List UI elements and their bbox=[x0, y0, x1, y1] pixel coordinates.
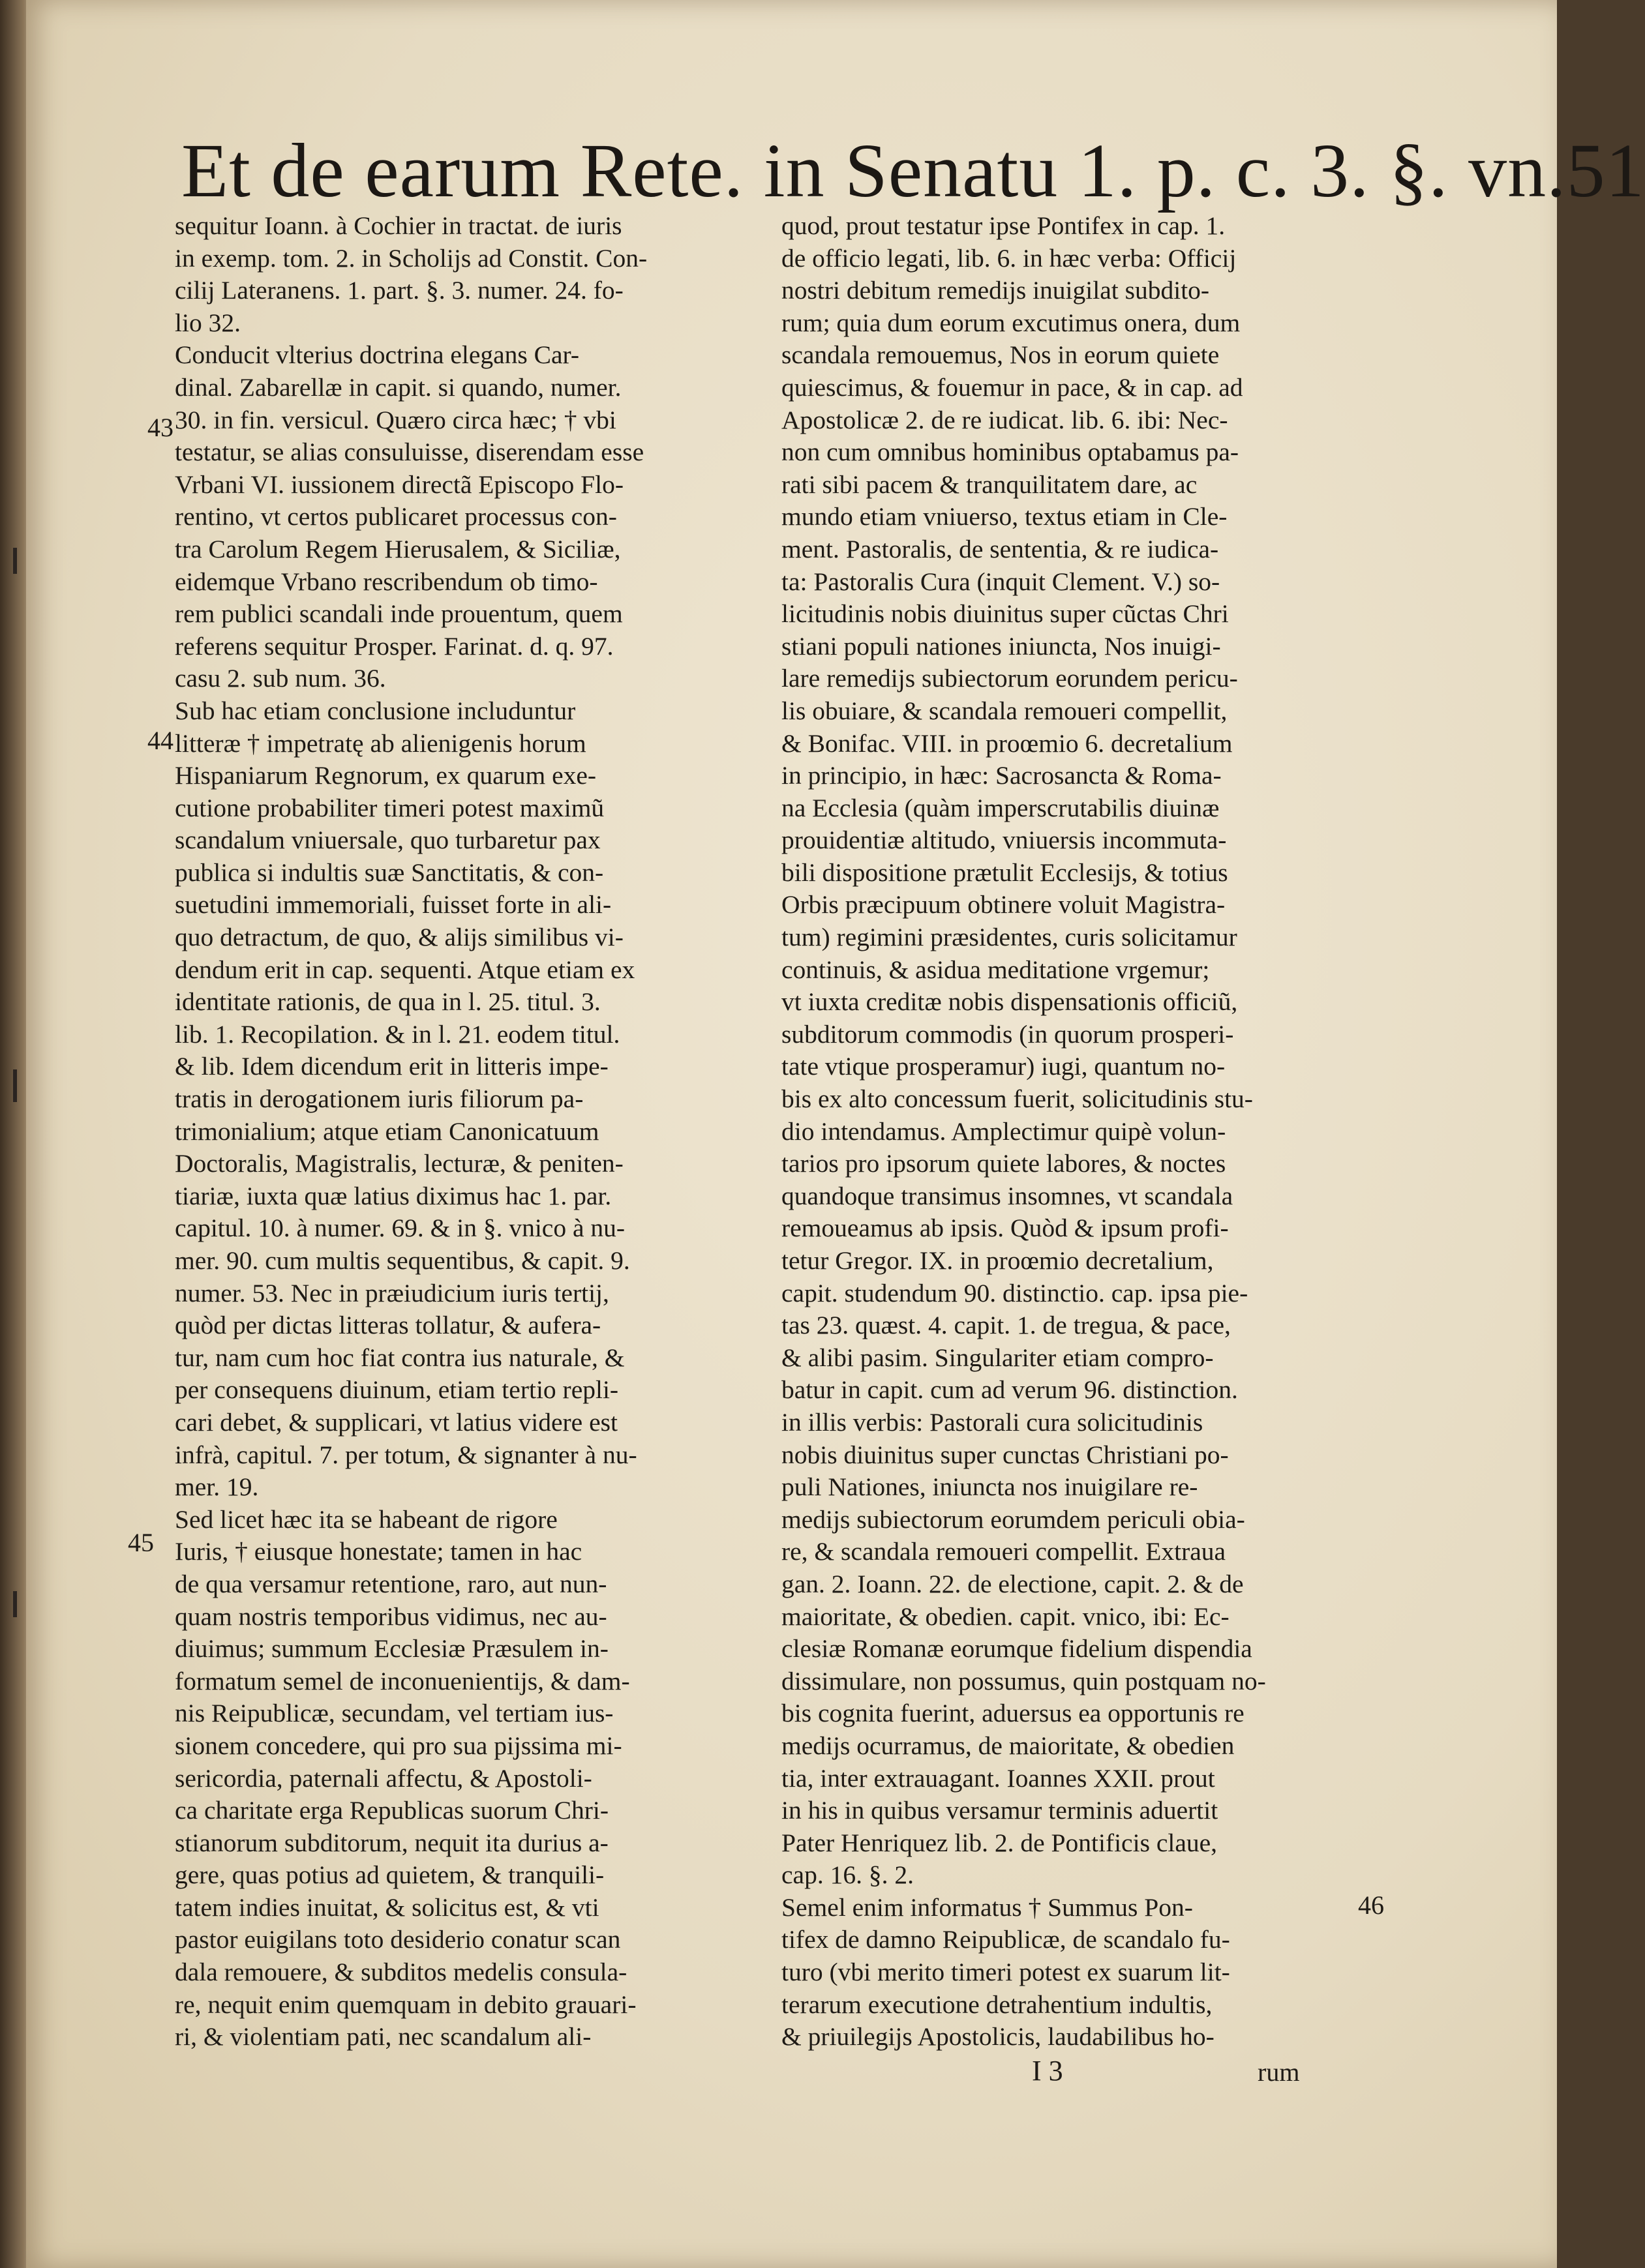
text-line: subditorum commodis (in quorum prosperi- bbox=[781, 1019, 1234, 1049]
text-line: mer. 90. cum multis sequentibus, & capit. 9. bbox=[175, 1246, 630, 1275]
text-line: casu 2. sub num. 36. bbox=[175, 664, 386, 693]
text-line: prouidentiæ altitudo, vniuersis incommuta- bbox=[781, 826, 1227, 855]
text-line: stiani populi nationes iniuncta, Nos inuigi- bbox=[781, 631, 1221, 661]
left-edge-mark bbox=[13, 548, 17, 574]
text-line: sericordia, paternali affectu, & Apostoli- bbox=[175, 1763, 592, 1793]
page-number: 51 bbox=[1566, 128, 1645, 213]
text-line: lio 32. bbox=[175, 308, 241, 337]
text-line: scandala remouemus, Nos in eorum quiete bbox=[781, 340, 1220, 370]
text-line: in his in quibus versamur terminis aduertit bbox=[781, 1796, 1218, 1825]
text-line: Iuris, † eiusque honestate; tamen in hac bbox=[175, 1537, 582, 1566]
text-line: terarum executione detrahentium indultis, bbox=[781, 1990, 1213, 2019]
margin-number: 46 bbox=[1358, 1890, 1384, 1920]
text-line: quiescimus, & fouemur in pace, & in cap. ad bbox=[781, 372, 1243, 402]
text-line: nobis diuinitus super cunctas Christiani po- bbox=[781, 1440, 1229, 1469]
text-line: batur in capit. cum ad verum 96. distinction. bbox=[781, 1375, 1238, 1405]
text-line: nis Reipublicæ, secundam, vel tertiam ius- bbox=[175, 1699, 614, 1728]
text-line: rem publici scandali inde prouentum, quem bbox=[175, 599, 623, 629]
text-line: diuimus; summum Ecclesiæ Præsulem in- bbox=[175, 1634, 609, 1664]
text-line: quòd per dictas litteras tollatur, & aufera- bbox=[175, 1311, 601, 1340]
left-edge-mark bbox=[13, 1591, 17, 1617]
text-line: ca charitate erga Republicas suorum Chri- bbox=[175, 1796, 609, 1825]
text-line: re, & scandala remoueri compellit. Extraua bbox=[781, 1537, 1226, 1566]
text-line: nostri debitum remedijs inuigilat subdito- bbox=[781, 276, 1210, 305]
text-line: tiariæ, iuxta quæ latius diximus hac 1. par. bbox=[175, 1181, 612, 1210]
text-line: re, nequit enim quemquam in debito grauari- bbox=[175, 1990, 637, 2019]
text-line: Vrbani VI. iussionem directã Episcopo Flo- bbox=[175, 470, 624, 499]
text-line: puli Nationes, iniuncta nos inuigilare re- bbox=[781, 1472, 1198, 1502]
text-line: cap. 16. §. 2. bbox=[781, 1860, 914, 1890]
text-line: cilij Lateranens. 1. part. §. 3. numer. 24. fo- bbox=[175, 276, 624, 305]
text-line: Orbis præcipuum obtinere voluit Magistra- bbox=[781, 890, 1226, 919]
text-line: tur, nam cum hoc fiat contra ius naturale, & bbox=[175, 1343, 625, 1372]
text-line: infrà, capitul. 7. per totum, & signanter à nu- bbox=[175, 1440, 637, 1469]
text-line: in exemp. tom. 2. in Scholijs ad Constit. Con- bbox=[175, 243, 648, 273]
text-line: turo (vbi merito timeri potest ex suarum lit- bbox=[781, 1958, 1230, 1987]
text-line: dissimulare, non possumus, quin postquam no- bbox=[781, 1666, 1266, 1695]
text-line: cari debet, & supplicari, vt latius videre est bbox=[175, 1407, 618, 1437]
text-line: suetudini immemoriali, fuisset forte in ali- bbox=[175, 890, 612, 919]
text-line: continuis, & asidua meditatione vrgemur; bbox=[781, 955, 1210, 984]
text-line: publica si indultis suæ Sanctitatis, & con- bbox=[175, 858, 604, 887]
text-line: stianorum subditorum, nequit ita durius a- bbox=[175, 1828, 609, 1857]
text-line: tas 23. quæst. 4. capit. 1. de tregua, & pace, bbox=[781, 1311, 1231, 1340]
text-line: bili dispositione prætulit Ecclesijs, & totius bbox=[781, 858, 1228, 887]
text-line: dio intendamus. Amplectimur quipè volun- bbox=[781, 1116, 1226, 1146]
text-line: gan. 2. Ioann. 22. de electione, capit. 2. & de bbox=[781, 1569, 1244, 1598]
text-line: de officio legati, lib. 6. in hæc verba: Officij bbox=[781, 243, 1237, 273]
text-line: maioritate, & obedien. capit. vnico, ibi: Ec- bbox=[781, 1602, 1230, 1631]
text-line: identitate rationis, de qua in l. 25. titul. 3. bbox=[175, 987, 601, 1017]
signature-mark: I 3 bbox=[1032, 2055, 1063, 2087]
text-line: tratis in derogationem iuris filiorum pa- bbox=[175, 1084, 584, 1114]
text-line: medijs subiectorum eorumdem periculi obia- bbox=[781, 1504, 1245, 1534]
text-line: Conducit vlterius doctrina elegans Car- bbox=[175, 340, 580, 370]
text-line: tetur Gregor. IX. in proœmio decretalium, bbox=[781, 1246, 1214, 1275]
text-line: Doctoralis, Magistralis, lecturæ, & peniten- bbox=[175, 1149, 624, 1178]
text-line: rentino, vt certos publicaret processus con- bbox=[175, 502, 617, 531]
text-line: quo detractum, de quo, & alijs similibus vi- bbox=[175, 923, 624, 952]
text-line: & priuilegijs Apostolicis, laudabilibus ho- bbox=[781, 2022, 1215, 2052]
text-line: eidemque Vrbano rescribendum ob timo- bbox=[175, 567, 598, 596]
text-line: ment. Pastoralis, de sententia, & re iudica- bbox=[781, 534, 1219, 563]
text-line: referens sequitur Prosper. Farinat. d. q. 97. bbox=[175, 631, 614, 661]
text-line: dala remouere, & subditos medelis consula- bbox=[175, 1958, 627, 1987]
text-line: tifex de damno Reipublicæ, de scandalo fu- bbox=[781, 1925, 1230, 1954]
text-line: gere, quas potius ad quietem, & tranquili- bbox=[175, 1860, 605, 1890]
text-line: Apostolicæ 2. de re iudicat. lib. 6. ibi: Nec- bbox=[781, 405, 1228, 434]
margin-number: 45 bbox=[128, 1528, 154, 1557]
text-line: capitul. 10. à numer. 69. & in §. vnico à nu- bbox=[175, 1214, 626, 1243]
text-line: rum; quia dum eorum excutimus onera, dum bbox=[781, 308, 1241, 337]
text-line: tum) regimini præsidentes, curis solicitamur bbox=[781, 923, 1237, 952]
text-line: & alibi pasim. Singulariter etiam compro- bbox=[781, 1343, 1214, 1372]
text-line: litteræ † impetratę ab alienigenis horum bbox=[175, 728, 586, 758]
text-line: Sub hac etiam conclusione includuntur bbox=[175, 696, 576, 725]
text-line: sequitur Ioann. à Cochier in tractat. de iuris bbox=[175, 211, 622, 240]
text-line: ri, & violentiam pati, nec scandalum ali- bbox=[175, 2022, 592, 2052]
text-line: Pater Henriquez lib. 2. de Pontificis claue, bbox=[781, 1828, 1218, 1857]
text-line: bis cognita fuerint, aduersus ea opportunis re bbox=[781, 1699, 1245, 1728]
text-line: pastor euigilans toto desiderio conatur scan bbox=[175, 1925, 621, 1954]
margin-number: 44 bbox=[147, 726, 174, 755]
text-line: mer. 19. bbox=[175, 1472, 259, 1502]
text-line: remoueamus ab ipsis. Quòd & ipsum profi- bbox=[781, 1214, 1229, 1243]
text-line: in principio, in hæc: Sacrosancta & Roma- bbox=[781, 761, 1222, 790]
text-line: lib. 1. Recopilation. & in l. 21. eodem titul. bbox=[175, 1019, 620, 1049]
text-line: in illis verbis: Pastorali cura solicitudinis bbox=[781, 1407, 1203, 1437]
text-line: cutione probabiliter timeri potest maximũ bbox=[175, 793, 605, 822]
text-line: capit. studendum 90. distinctio. cap. ipsa pie- bbox=[781, 1278, 1248, 1307]
text-line: bis ex alto concessum fuerit, solicitudinis stu- bbox=[781, 1084, 1253, 1114]
text-line: dinal. Zabarellæ in capit. si quando, numer. bbox=[175, 372, 622, 402]
text-line: mundo etiam vniuerso, textus etiam in Cle- bbox=[781, 502, 1228, 531]
text-line: na Ecclesia (quàm imperscrutabilis diuinæ bbox=[781, 793, 1220, 822]
text-line: numer. 53. Nec in præiudicium iuris tertij, bbox=[175, 1278, 609, 1307]
text-line: trimonialium; atque etiam Canonicatuum bbox=[175, 1116, 599, 1146]
text-line: sionem concedere, qui pro sua pijssima mi- bbox=[175, 1731, 622, 1760]
text-line: & Bonifac. VIII. in proœmio 6. decretalium bbox=[781, 728, 1233, 758]
text-line: Semel enim informatus † Summus Pon- bbox=[781, 1892, 1193, 1922]
text-line: lis obuiare, & scandala remoueri compellit, bbox=[781, 696, 1228, 725]
text-line: ta: Pastoralis Cura (inquit Clement. V.) so- bbox=[781, 567, 1220, 596]
text-line: tatem indies inuitat, & solicitus est, & vti bbox=[175, 1892, 599, 1922]
text-line: & lib. Idem dicendum erit in litteris impe- bbox=[175, 1052, 609, 1081]
catchword: rum bbox=[1258, 2057, 1300, 2087]
text-line: tra Carolum Regem Hierusalem, & Siciliæ, bbox=[175, 534, 621, 563]
text-line: per consequens diuinum, etiam tertio repli- bbox=[175, 1375, 619, 1405]
running-head-title: Et de earum Rete. in Senatu 1. p. c. 3. §. vn. bbox=[181, 128, 1567, 213]
left-text-column bbox=[175, 210, 742, 2053]
text-line: medijs ocurramus, de maioritate, & obedien bbox=[781, 1731, 1235, 1760]
text-line: rati sibi pacem & tranquilitatem dare, ac bbox=[781, 470, 1198, 499]
text-line: Hispaniarum Regnorum, ex quarum exe- bbox=[175, 761, 597, 790]
text-line: tate vtique prosperamur) iugi, quantum no- bbox=[781, 1052, 1226, 1081]
text-line: scandalum vniuersale, quo turbaretur pax bbox=[175, 826, 601, 855]
right-text-column bbox=[781, 210, 1349, 2053]
text-line: quam nostris temporibus vidimus, nec au- bbox=[175, 1602, 607, 1631]
text-line: lare remedijs subiectorum eorundem pericu- bbox=[781, 664, 1238, 693]
text-line: quod, prout testatur ipse Pontifex in cap. 1. bbox=[781, 211, 1226, 240]
text-line: quandoque transimus insomnes, vt scandala bbox=[781, 1181, 1233, 1210]
text-line: vt iuxta creditæ nobis dispensationis officiũ, bbox=[781, 987, 1238, 1017]
text-line: tia, inter extrauagant. Ioannes XXII. prout bbox=[781, 1763, 1215, 1793]
text-line: dendum erit in cap. sequenti. Atque etiam ex bbox=[175, 955, 635, 984]
text-line: clesiæ Romanæ eorumque fidelium dispendia bbox=[781, 1634, 1252, 1664]
text-line: de qua versamur retentione, raro, aut nun- bbox=[175, 1569, 607, 1598]
running-head bbox=[181, 124, 1645, 215]
text-line: Sed licet hæc ita se habeant de rigore bbox=[175, 1504, 558, 1534]
text-line: testatur, se alias consuluisse, diserendam esse bbox=[175, 438, 644, 467]
margin-number: 43 bbox=[147, 413, 174, 442]
text-line: tarios pro ipsorum quiete labores, & noctes bbox=[781, 1149, 1226, 1178]
text-line: formatum semel de inconuenientijs, & dam- bbox=[175, 1666, 630, 1695]
text-line: non cum omnibus hominibus optabamus pa- bbox=[781, 438, 1239, 467]
text-line: licitudinis nobis diuinitus super cũctas Chri bbox=[781, 599, 1229, 629]
text-line: 30. in fin. versicul. Quæro circa hæc; † vbi bbox=[175, 405, 616, 434]
left-edge-mark bbox=[13, 1069, 17, 1102]
